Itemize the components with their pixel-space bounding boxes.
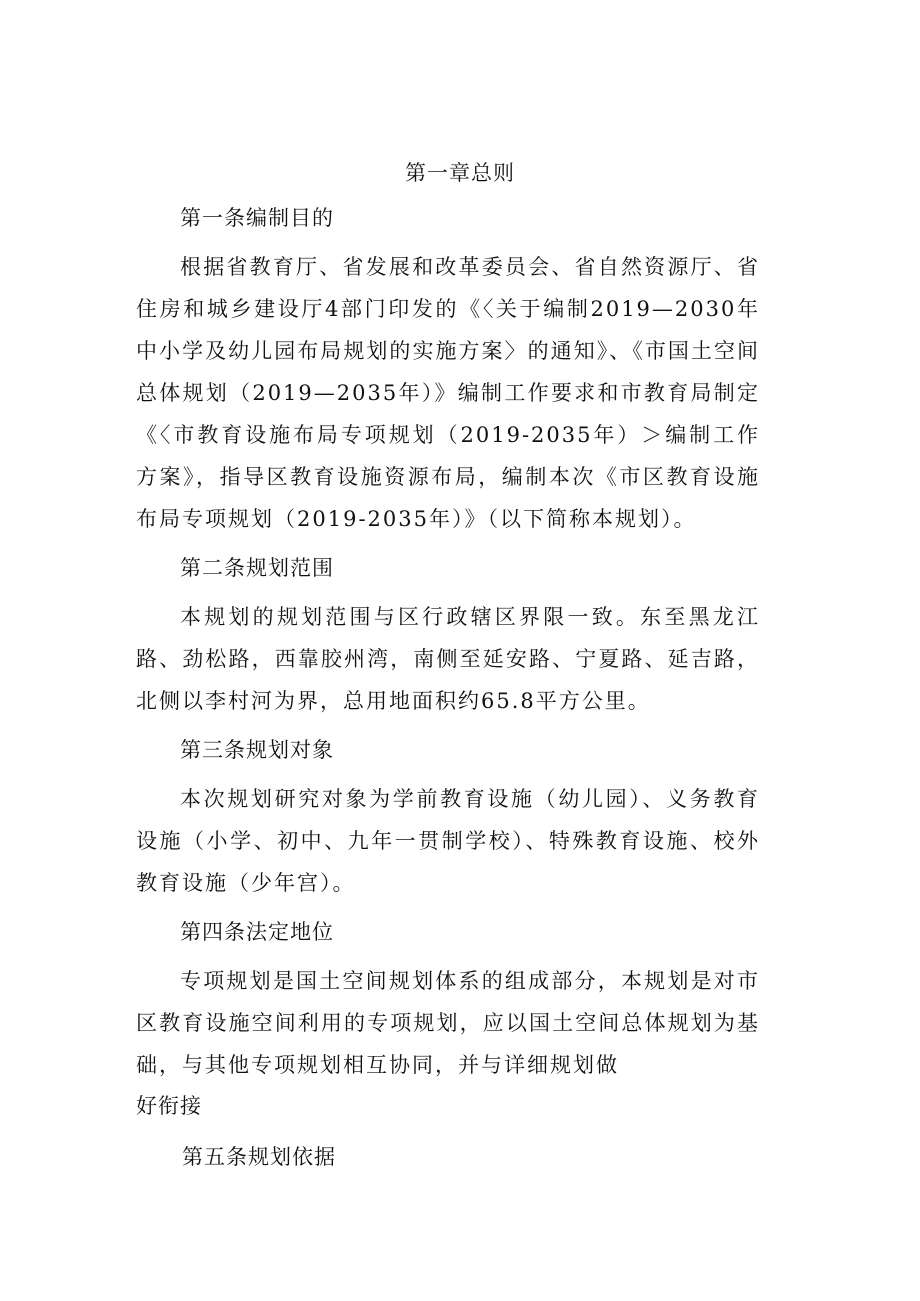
article-3 bbox=[136, 731, 760, 904]
chapter-title: 第一章总则 bbox=[405, 161, 515, 185]
article-title: 第五条规划依据 bbox=[182, 1145, 336, 1169]
article-1 bbox=[136, 199, 760, 540]
article-title: 第二条规划范围 bbox=[180, 556, 334, 580]
article-paragraph: 本次规划研究对象为学前教育设施（幼儿园）、义务教育设施（小学、初中、九年一贯制学校）、特殊教育设施、校外教育设施（少年宫）。 bbox=[136, 787, 760, 895]
article-5 bbox=[136, 1137, 760, 1177]
article-title: 第四条法定地位 bbox=[180, 920, 334, 944]
article-title: 第三条规划对象 bbox=[180, 738, 334, 762]
article-title: 第一条编制目的 bbox=[180, 206, 334, 230]
document-body bbox=[136, 199, 760, 1177]
article-paragraph: 根据省教育厅、省发展和改革委员会、省自然资源厅、省住房和城乡建设厅4部门印发的《〈关于编制2019—2030年中小学及幼儿园布局规划的实施方案〉的通知》、《市国土空间总体规划（2019—2035年）》编制工作要求和市教育局制定《〈市教育设施布局专项规划（2019-2035年）＞编制工作方案》，指导区教育设施资源布局，编制本次《市区教育设施布局专项规划（2019-2035年）》（以下简称本规划）。 bbox=[136, 255, 760, 531]
article-paragraph-tail: 好衔接 bbox=[136, 1094, 202, 1118]
article-paragraph: 专项规划是国土空间规划体系的组成部分，本规划是对市区教育设施空间利用的专项规划，应以国土空间总体规划为基础，与其他专项规划相互协同，并与详细规划做 bbox=[136, 969, 760, 1077]
article-paragraph: 本规划的规划范围与区行政辖区界限一致。东至黑龙江路、劲松路，西靠胶州湾，南侧至延安路、宁夏路、延吉路，北侧以李村河为界，总用地面积约65.8平方公里。 bbox=[136, 605, 760, 713]
article-2 bbox=[136, 549, 760, 722]
article-4 bbox=[136, 913, 760, 1126]
